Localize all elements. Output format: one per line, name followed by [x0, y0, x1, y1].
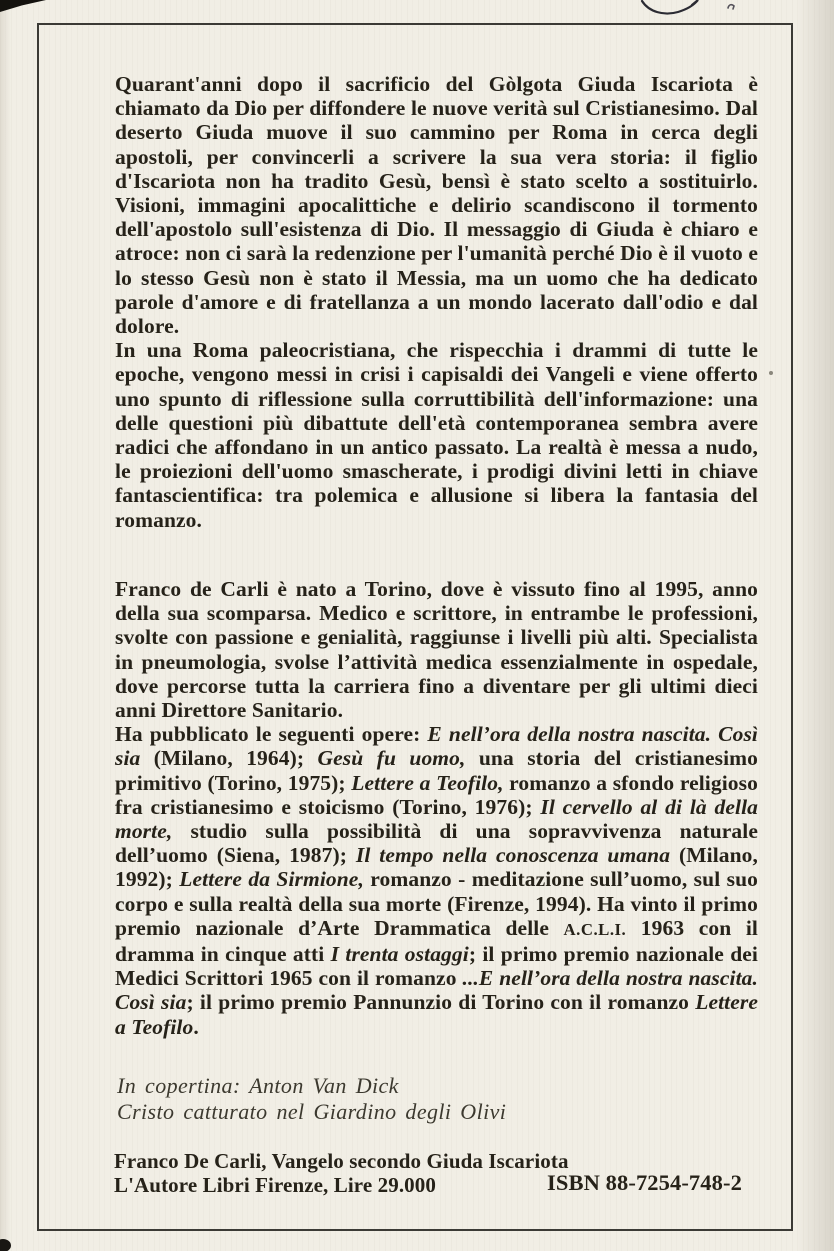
bio-paragraph-2: Ha pubblicato le seguenti opere: E nell’ora della nostra nascita. Così sia (Milano, 1964); Gesù fu uomo, una storia del cristianesimo primitivo (Torino, 1975); Lettere a Teofilo, romanzo a sfondo religioso fra cristianesimo e stoicismo (Torino, 1976); Il cervello al di là della morte, studio sulla possibilità di una sopravvivenza naturale dell’uomo (Siena, 1987); Il tempo nella conoscenza umana (Milano, 1992); Lettere da Sirmione, romanzo - meditazione sull’uomo, sul suo corpo e sulla realtà della sua morte (Firenze, 1994). Ha vinto il primo premio nazionale d’Arte Drammatica delle A.C.L.I. 1963 con il dramma in cinque atti I trenta ostaggi; il primo premio nazionale dei Medici Scrittori 1965 con il romanzo ...E nell’ora della nostra nascita. Così sia; il primo premio Pannunzio di Torino con il romanzo Lettere a Teofilo.	[115, 722, 759, 1039]
cover-art-credit-block	[117, 1073, 737, 1125]
scan-artifact-pen-tick	[727, 3, 736, 11]
imprint-publisher-line: L'Autore Libri Firenze, Lire 29.000	[114, 1173, 436, 1197]
scan-artifact-top-left-wedge	[0, 0, 46, 12]
isbn-number: ISBN 88-7254-748-2	[547, 1170, 742, 1195]
cover-art-credit-line2: Cristo catturato nel Giardino degli Olivi	[117, 1099, 507, 1124]
imprint-title-line: Franco De Carli, Vangelo secondo Giuda Iscariota	[114, 1149, 569, 1173]
synopsis-paragraph-2: In una Roma paleocristiana, che rispecchia i drammi di tutte le epoche, vengono messi in crisi i capisaldi dei Vangeli e viene offerto uno spunto di riflessione sulla corruttibilità dell'informazione: una delle questioni più dibattute dell'età contemporanea sembra avere radici che affondano in un antico passato. La realtà è messa a nudo, le proiezioni dell'uomo smascherate, i prodigi divini letti in chiave fantascientifica: tra polemica e allusione si libera la fantasia del romanzo.	[115, 338, 758, 532]
imprint-block	[114, 1149, 757, 1197]
cover-art-credit-line1: In copertina: Anton Van Dick	[117, 1073, 399, 1098]
synopsis-paragraph-1: Quarant'anni dopo il sacrificio del Gòlgota Giuda Iscariota è chiamato da Dio per diffondere le nuove verità sul Cristianesimo. Dal deserto Giuda muove il suo cammino per Roma in cerca degli apostoli, per convincerli a scrivere la sua vera storia: il figlio d'Iscariota non ha tradito Gesù, bensì è stato scelto a sostituirlo. Visioni, immagini apocalittiche e delirio scandiscono il tormento dell'apostolo sull'esistenza di Dio. Il messaggio di Giuda è chiaro e atroce: non ci sarà la redenzione per l'umanità perché Dio è il vuoto e lo stesso Gesù non è stato il Messia, ma un uomo che ha dedicato parole d'amore e di fratellanza a un mondo lacerato dall'odio e dal dolore.	[115, 72, 758, 339]
author-bio-block	[115, 577, 758, 1039]
scan-artifact-bottom-blob	[0, 1239, 11, 1251]
bio-paragraph-1: Franco de Carli è nato a Torino, dove è vissuto fino al 1995, anno della sua scomparsa. Medico e scrittore, in entrambe le professioni, svolte con passione e genialità, raggiunse i livelli più alti. Specialista in pneumologia, svolse l’attività medica essenzialmente in ospedale, dove percorse tutta la carriera fino a diventare per gli ultimi dieci anni Direttore Sanitario.	[115, 577, 758, 723]
synopsis-block	[115, 72, 758, 532]
scan-artifact-pen-curve	[640, 0, 704, 17]
